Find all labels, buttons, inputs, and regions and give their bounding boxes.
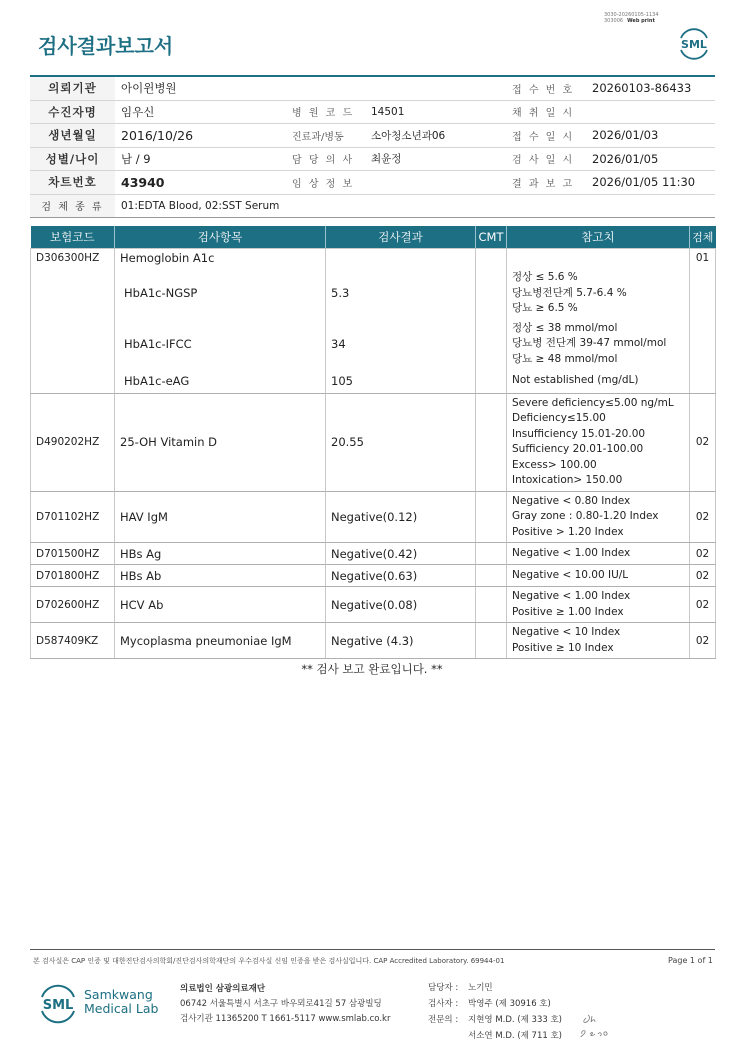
- reference-cell: [507, 268, 690, 319]
- document-id-line1: 3030-20260105-1134: [604, 12, 659, 18]
- staff-info: [428, 980, 562, 1044]
- reference-line: Negative < 10 Index: [512, 626, 621, 638]
- staff-role: [428, 1028, 468, 1044]
- reference-line: 정상 ≤ 38 mmol/mol: [512, 321, 618, 334]
- col-header-code: 보험코드: [31, 226, 115, 248]
- patient-value: 임우신: [121, 104, 155, 119]
- page-title: 검사결과보고서: [38, 34, 174, 58]
- organization-info: [180, 982, 390, 1027]
- birth-label: 생년월일: [30, 124, 115, 147]
- reference-line: Gray zone : 0.80-1.20 Index: [512, 510, 659, 522]
- specimen-cell: 02: [690, 543, 716, 565]
- insurance-code: D701500HZ: [31, 543, 115, 565]
- reference-line: Not established (mg/dL): [512, 374, 639, 386]
- insurance-code: D587409KZ: [31, 623, 115, 659]
- test-result: [326, 248, 476, 268]
- dept-value: 소아청소년과06: [371, 129, 446, 142]
- staff-name: 서소연 M.D. (제 711 호): [468, 1031, 563, 1041]
- sub-test-result: 34: [326, 319, 476, 370]
- sub-test-result: 5.3: [326, 268, 476, 319]
- test-item: Hemoglobin A1c: [115, 248, 326, 268]
- insurance-code: D490202HZ: [31, 393, 115, 491]
- staff-row: [428, 1012, 562, 1028]
- sex-age-value: 남 / 9: [121, 151, 151, 166]
- table-row: [31, 587, 716, 623]
- clinical-label: 임 상 정 보: [292, 178, 355, 190]
- insurance-code: D702600HZ: [31, 587, 115, 623]
- reference-line: Negative < 1.00 Index: [512, 546, 631, 559]
- reference-line: 당뇨 ≥ 48 mmol/mol: [512, 352, 618, 365]
- info-row: [30, 195, 715, 219]
- reference-line: Negative < 10.00 IU/L: [512, 568, 629, 581]
- reference-line: Sufficiency 20.01-100.00: [512, 443, 644, 455]
- cmt-cell: [476, 565, 507, 587]
- test-result: 20.55: [326, 393, 476, 491]
- test-result: Negative(0.42): [326, 543, 476, 565]
- reference-cell: [507, 319, 690, 370]
- info-row: [30, 171, 715, 195]
- chart-value: 43940: [121, 174, 165, 190]
- birth-value: 2016/10/26: [121, 127, 194, 143]
- test-item: HCV Ab: [115, 587, 326, 623]
- reference-cell: [507, 587, 690, 623]
- cmt-cell: [476, 623, 507, 659]
- reference-line: Intoxication> 150.00: [512, 474, 623, 486]
- reference-line: Deficiency≤15.00: [512, 412, 606, 424]
- reference-line: Severe deficiency≤5.00 ng/mL: [512, 396, 674, 409]
- col-header-cmt: CMT: [476, 226, 507, 248]
- reference-cell: [507, 369, 690, 393]
- specimen-cell: 02: [690, 587, 716, 623]
- specimen-cell: 02: [690, 491, 716, 543]
- organization-name: 의료법인 삼광의료재단: [180, 984, 266, 994]
- chart-label: 차트번호: [30, 171, 115, 194]
- accreditation-note: 본 검사실은 CAP 인증 및 대한진단검사의학회/진단검사의학재단의 우수검사실 신임 인증을 받은 검사실입니다. CAP Accredited Laboratory. 69944-01: [33, 957, 505, 965]
- sub-test-item: HbA1c-eAG: [115, 369, 326, 393]
- test-item: HBs Ab: [115, 565, 326, 587]
- reference-line: Insufficiency 15.01-20.00: [512, 427, 646, 440]
- request-org-label: 의뢰기관: [30, 77, 115, 100]
- test-result: Negative (4.3): [326, 623, 476, 659]
- reference-line: 정상 ≤ 5.6 %: [512, 271, 578, 283]
- receipt-date-label: 접 수 일 시: [512, 131, 575, 143]
- test-item: HAV IgM: [115, 491, 326, 543]
- reference-line: Positive > 1.20 Index: [512, 525, 624, 538]
- doctor-value: 최윤정: [371, 153, 402, 166]
- report-date-value: 2026/01/05 11:30: [592, 175, 696, 190]
- page-number: Page 1 of 1: [668, 956, 713, 965]
- reference-cell: [507, 248, 690, 268]
- reference-cell: [507, 543, 690, 565]
- staff-row: [428, 996, 562, 1012]
- table-header-row: [31, 226, 716, 248]
- clinical-value: [365, 171, 500, 194]
- sex-age-label: 성별/나이: [30, 148, 115, 171]
- table-row: [31, 565, 716, 587]
- staff-role: 전문의 :: [428, 1015, 459, 1025]
- test-item: Mycoplasma pneumoniae IgM: [115, 623, 326, 659]
- test-result: Negative(0.12): [326, 491, 476, 543]
- hospital-code-value: 14501: [371, 105, 405, 118]
- specimen-cell: 02: [690, 565, 716, 587]
- reference-line: Negative < 1.00 Index: [512, 590, 631, 602]
- footer-logo-line1: Samkwang: [84, 987, 153, 1002]
- web-print-label: Web print: [627, 18, 655, 24]
- col-header-item: 검사항목: [115, 226, 326, 248]
- organization-contact: 검사기관 11365200 T 1661-5117 www.smlab.co.kr: [180, 1014, 391, 1024]
- staff-row: [428, 980, 562, 996]
- table-row: [31, 319, 716, 370]
- reference-cell: [507, 565, 690, 587]
- reference-line: Excess> 100.00: [512, 458, 597, 471]
- specimen-label: 검 체 종 류: [30, 195, 115, 218]
- report-date-label: 결 과 보 고: [512, 178, 575, 190]
- reference-line: Negative < 0.80 Index: [512, 494, 631, 507]
- collect-date-value: [580, 101, 715, 124]
- sml-logo-icon: [676, 26, 712, 62]
- staff-name: 노기민: [468, 983, 493, 993]
- patient-label: 수진자명: [30, 101, 115, 124]
- footer-logo-line2: Medical Lab: [84, 1001, 159, 1016]
- insurance-code: D701102HZ: [31, 491, 115, 543]
- test-result: Negative(0.63): [326, 565, 476, 587]
- test-item: HBs Ag: [115, 543, 326, 565]
- table-row: [31, 543, 716, 565]
- specimen-value: 01:EDTA Blood, 02:SST Serum: [121, 199, 280, 212]
- cmt-cell: [476, 491, 507, 543]
- collect-date-label: 채 취 일 시: [512, 108, 575, 120]
- table-row: [31, 369, 716, 393]
- col-header-specimen: 검체: [690, 226, 716, 248]
- staff-role: 담당자 :: [428, 983, 459, 993]
- table-row: [31, 393, 716, 491]
- report-complete-note: ** 검사 보고 완료입니다. **: [301, 662, 443, 676]
- request-org-value: 아이윈병원: [121, 81, 177, 96]
- reference-line: 당뇨병 전단계 39-47 mmol/mol: [512, 337, 667, 349]
- info-row: [30, 148, 715, 172]
- reference-line: 당뇨 ≥ 6.5 %: [512, 302, 578, 314]
- receipt-date-value: 2026/01/03: [592, 128, 659, 143]
- specimen-cell: 02: [690, 393, 716, 491]
- info-row: [30, 124, 715, 148]
- table-row: [31, 248, 716, 268]
- reference-cell: [507, 491, 690, 543]
- cmt-cell: [476, 393, 507, 491]
- reference-line: Positive ≥ 10 Index: [512, 641, 614, 654]
- insurance-code: D306300HZ: [31, 248, 115, 268]
- info-row: [30, 77, 715, 101]
- reference-cell: [507, 393, 690, 491]
- signature-icon: [578, 1010, 612, 1040]
- cmt-cell: [476, 543, 507, 565]
- sub-test-result: 105: [326, 369, 476, 393]
- doctor-label: 담 당 의 사: [292, 155, 355, 167]
- footer-divider: [30, 949, 715, 950]
- receipt-no-label: 접 수 번 호: [512, 84, 575, 96]
- table-row: [31, 491, 716, 543]
- col-header-reference: 참고치: [507, 226, 690, 248]
- test-item: 25-OH Vitamin D: [115, 393, 326, 491]
- table-row: [31, 623, 716, 659]
- info-row: [30, 101, 715, 125]
- document-id: [604, 12, 659, 24]
- results-table: [30, 226, 716, 659]
- test-result: Negative(0.08): [326, 587, 476, 623]
- sub-test-item: HbA1c-NGSP: [115, 268, 326, 319]
- sub-test-item: HbA1c-IFCC: [115, 319, 326, 370]
- insurance-code: D701800HZ: [31, 565, 115, 587]
- staff-role: 검사자 :: [428, 999, 459, 1009]
- cmt-cell: [476, 248, 507, 268]
- sml-footer-logo-icon: [36, 982, 80, 1026]
- reference-cell: [507, 623, 690, 659]
- dept-label: 진료과/병동: [292, 131, 344, 143]
- cmt-cell: [476, 587, 507, 623]
- hospital-code-label: 병 원 코 드: [292, 108, 355, 120]
- specimen-cell: 02: [690, 623, 716, 659]
- reference-line: 당뇨병전단계 5.7-6.4 %: [512, 286, 627, 299]
- col-header-result: 검사결과: [326, 226, 476, 248]
- staff-name: 지현영 M.D. (제 333 호): [468, 1015, 563, 1025]
- svg-text:SML: SML: [42, 998, 74, 1013]
- test-date-value: 2026/01/05: [592, 151, 659, 166]
- organization-address: 06742 서울특별시 서초구 바우뫼로41길 57 삼광빌딩: [180, 999, 382, 1009]
- table-row: [31, 268, 716, 319]
- staff-row: [428, 1028, 562, 1044]
- patient-info-table: [30, 75, 715, 218]
- reference-line: Positive ≥ 1.00 Index: [512, 605, 624, 618]
- document-id-line2: 303006: [604, 18, 624, 24]
- test-date-label: 검 사 일 시: [512, 155, 575, 167]
- svg-text:SML: SML: [681, 38, 707, 51]
- footer-logo-text: [84, 988, 158, 1016]
- specimen-cell: 01: [690, 248, 716, 268]
- staff-name: 박영주 (제 30916 호): [468, 999, 551, 1009]
- receipt-no-value: 20260103-86433: [592, 81, 692, 96]
